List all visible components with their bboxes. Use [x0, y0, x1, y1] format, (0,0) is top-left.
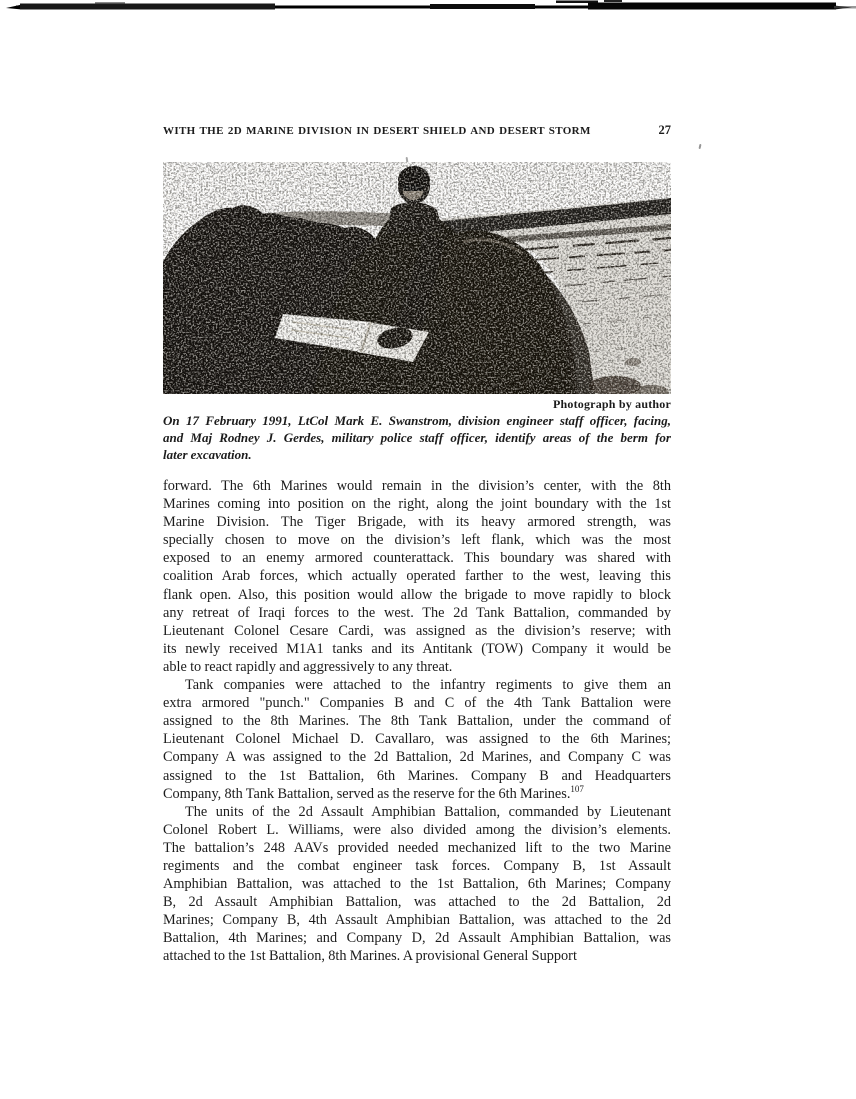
running-title: WITH THE 2D MARINE DIVISION IN DESERT SHIELD AND DESERT STORM: [163, 125, 591, 137]
text-line: attached to the 1st Battalion, 8th Marines. A provisional General Support: [163, 948, 577, 965]
text-line: able to react rapidly and aggressively to any threat.: [163, 658, 453, 675]
caption-line: later excavation.: [163, 447, 252, 463]
text-line: Lieutenant Colonel Michael D. Cavallaro, was assigned to the 6th Marines;: [163, 731, 671, 748]
text-line: coalition Arab forces, which actually operated farther to the west, leaving this: [163, 568, 671, 585]
text-line: Marine Division. The Tiger Brigade, with its heavy armored strength, was: [163, 514, 671, 531]
page-number: 27: [658, 123, 671, 137]
caption-line: and Maj Rodney J. Gerdes, military police staff officer, identify areas of the berm for: [163, 430, 671, 446]
text-line: Marines coming into position on the right, along the joint boundary with the 1st: [163, 496, 671, 513]
text-line: flank open. Also, this position would allow the brigade to move rapidly to block: [163, 586, 671, 603]
paragraph: [163, 803, 671, 966]
text-line: assigned to the 1st Battalion, 6th Marines. Company B and Headquarters: [163, 767, 671, 784]
text-line: exposed to an enemy armored counterattack. This boundary was shared with: [163, 550, 671, 567]
text-line: Company, 8th Tank Battalion, served as the reserve for the 6th Marines.$^{107}$: [163, 783, 584, 802]
text-line: B, 2d Assault Amphibian Battalion, was attached to the 2d Battalion, 2d: [163, 894, 671, 911]
text-line: Company A was assigned to the 2d Battalion, 2d Marines, and Company C was: [163, 749, 671, 766]
photo-grain-light: [163, 162, 671, 394]
text-line: assigned to the 8th Marines. The 8th Tank Battalion, under the command of: [163, 713, 671, 730]
text-line: Tank companies were attached to the infantry regiments to give them an: [185, 677, 671, 694]
text-line: The units of the 2d Assault Amphibian Battalion, commanded by Lieutenant: [185, 803, 671, 820]
photo-caption: [163, 412, 671, 464]
text-line: Colonel Robert L. Williams, were also divided among the division’s elements.: [163, 821, 671, 838]
scan-artifact-bar: [0, 0, 856, 16]
text-line: Marines; Company B, 4th Assault Amphibian Battalion, was attached to the 2d: [163, 912, 671, 929]
body-text: [163, 477, 671, 966]
text-line: Battalion, 4th Marines; and Company D, 2d Assault Amphibian Battalion, was: [163, 930, 671, 947]
scan-speck: [699, 144, 702, 149]
text-line: extra armored "punch." Companies B and C of the 4th Tank Battalion were: [163, 695, 671, 712]
photograph: [163, 162, 671, 394]
caption-line: On 17 February 1991, LtCol Mark E. Swanstrom, division engineer staff officer, facing,: [163, 413, 671, 428]
text-line: The battalion’s 248 AAVs provided needed mechanized lift to the two Marine: [163, 839, 671, 856]
text-line: regiments and the combat engineer task forces. Company B, 1st Assault: [163, 857, 671, 874]
text-line: any retreat of Iraqi forces to the west. The 2d Tank Battalion, commanded by: [163, 604, 671, 621]
photo-credit: Photograph by author: [552, 397, 671, 411]
text-line: forward. The 6th Marines would remain in the division’s center, with the 8th: [163, 478, 671, 494]
text-line: Lieutenant Colonel Cesare Cardi, was assigned as the division’s reserve; with: [163, 622, 671, 639]
paragraph: [163, 477, 671, 676]
paragraph: [163, 676, 671, 803]
text-line: Amphibian Battalion, was attached to the 1st Battalion, 6th Marines; Company: [163, 876, 671, 893]
text-line: its newly received M1A1 tanks and its Antitank (TOW) Company it would be: [163, 640, 671, 657]
footnote-ref: 107: [570, 783, 584, 794]
page-header: [163, 123, 671, 138]
text-line: specially chosen to move on the division’s left flank, which was the most: [163, 532, 671, 549]
